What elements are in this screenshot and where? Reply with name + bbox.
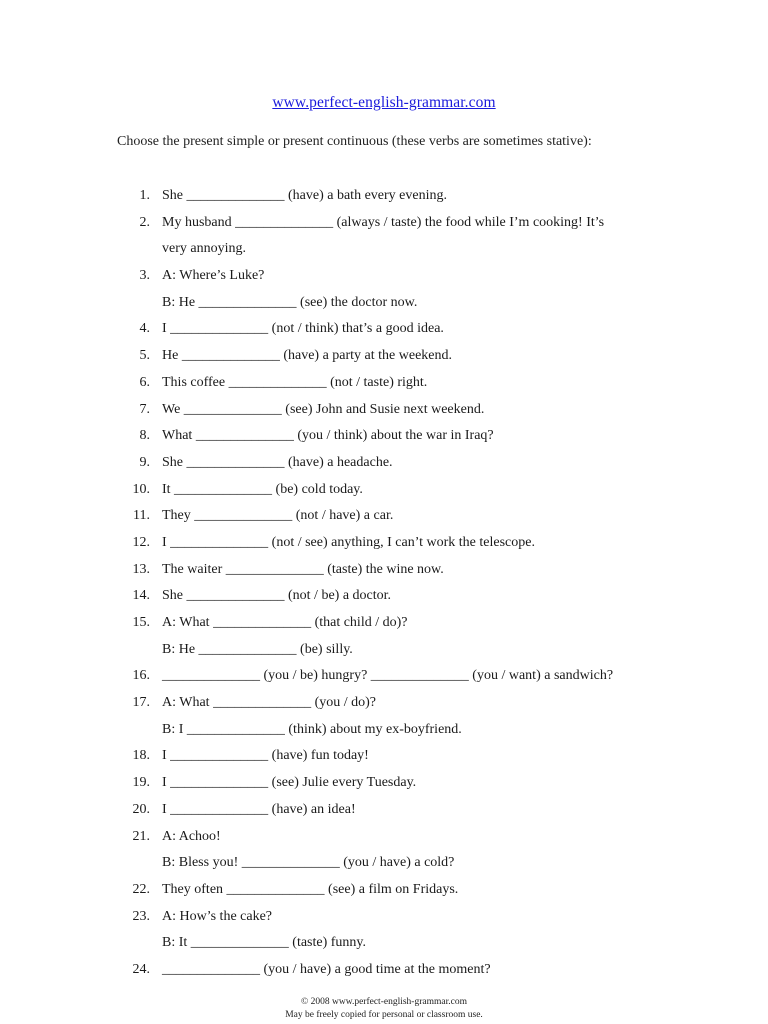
exercise-text: ______________ (you / be) hungry? ______________ (you / want) a sandwich? <box>162 668 614 684</box>
exercise-text: I ______________ (not / see) anything, I can’t work the telescope. <box>162 534 535 550</box>
exercise-line <box>0 267 768 294</box>
exercise-line <box>0 934 768 961</box>
exercise-line <box>0 801 768 828</box>
exercise-text: A: Achoo! <box>162 828 221 844</box>
exercise-number: 6. <box>139 374 150 390</box>
exercise-number: 21. <box>132 828 150 844</box>
exercise-line <box>0 534 768 561</box>
exercise-line <box>0 481 768 508</box>
exercise-line <box>0 774 768 801</box>
exercise-line <box>0 614 768 641</box>
exercise-line <box>0 587 768 614</box>
exercise-number: 5. <box>139 348 150 364</box>
exercise-line <box>0 641 768 668</box>
exercise-number: 3. <box>139 268 150 284</box>
exercise-text: A: How’s the cake? <box>162 908 273 924</box>
exercise-number: 24. <box>132 961 150 977</box>
exercise-number: 10. <box>132 481 150 497</box>
exercise-line <box>0 961 768 988</box>
exercise-number: 15. <box>132 615 150 630</box>
exercise-number: 19. <box>132 775 150 791</box>
exercise-text: B: It ______________ (taste) funny. <box>162 935 367 951</box>
exercise-line <box>0 187 768 214</box>
exercise-line <box>0 747 768 774</box>
exercise-line <box>0 401 768 428</box>
exercise-text: She ______________ (have) a headache. <box>162 454 393 470</box>
exercise-line <box>0 214 768 241</box>
exercise-number: 2. <box>139 214 150 230</box>
exercise-number: 16. <box>132 668 150 684</box>
exercise-line <box>0 507 768 534</box>
exercise-line <box>0 908 768 935</box>
footer-copyright: © 2008 www.perfect-english-grammar.com <box>301 997 467 1007</box>
exercise-number: 12. <box>132 534 150 550</box>
exercise-list <box>0 187 768 988</box>
exercise-text: She ______________ (not / be) a doctor. <box>162 588 392 604</box>
exercise-line <box>0 240 768 267</box>
exercise-line <box>0 294 768 321</box>
footer-license: May be freely copied for personal or classroom use. <box>285 1010 483 1020</box>
exercise-line <box>0 454 768 481</box>
exercise-line <box>0 347 768 374</box>
exercise-text: He ______________ (have) a party at the weekend. <box>162 348 453 364</box>
exercise-number: 7. <box>139 401 150 417</box>
exercise-number: 4. <box>139 321 150 337</box>
instructions: Choose the present simple or present continuous (these verbs are sometimes stative): <box>117 134 592 149</box>
exercise-number: 1. <box>139 188 150 203</box>
exercise-text: She ______________ (have) a bath every evening. <box>162 188 447 203</box>
exercise-line <box>0 427 768 454</box>
exercise-number: 20. <box>132 801 150 817</box>
exercise-number: 9. <box>139 454 150 470</box>
exercise-text: A: Where’s Luke? <box>162 268 265 284</box>
exercise-text: B: He ______________ (see) the doctor now. <box>162 294 418 310</box>
exercise-text: We ______________ (see) John and Susie next weekend. <box>162 401 485 417</box>
exercise-line <box>0 694 768 721</box>
footer <box>0 996 768 1022</box>
exercise-number: 22. <box>132 881 150 897</box>
exercise-number: 13. <box>132 561 150 577</box>
exercise-text: B: I ______________ (think) about my ex-boyfriend. <box>162 721 462 737</box>
exercise-text: My husband ______________ (always / taste) the food while I’m cooking! It’s <box>162 214 605 230</box>
exercise-line <box>0 561 768 588</box>
exercise-line <box>0 881 768 908</box>
exercise-text: What ______________ (you / think) about the war in Iraq? <box>162 428 494 444</box>
exercise-text: A: What ______________ (you / do)? <box>162 695 376 711</box>
exercise-number: 17. <box>132 695 150 711</box>
exercise-text: B: Bless you! ______________ (you / have) a cold? <box>162 855 455 871</box>
exercise-line <box>0 374 768 401</box>
exercise-text: ______________ (you / have) a good time at the moment? <box>162 961 491 977</box>
exercise-number: 8. <box>139 428 150 444</box>
exercise-text: I ______________ (see) Julie every Tuesday. <box>162 775 417 791</box>
exercise-line <box>0 320 768 347</box>
exercise-text: B: He ______________ (be) silly. <box>162 641 353 657</box>
exercise-text: I ______________ (have) an idea! <box>162 801 356 817</box>
exercise-text: A: What ______________ (that child / do)? <box>162 615 408 630</box>
exercise-text: The waiter ______________ (taste) the wine now. <box>162 561 444 577</box>
exercise-text: This coffee ______________ (not / taste) right. <box>162 374 428 390</box>
exercise-text: They often ______________ (see) a film on Fridays. <box>162 881 459 897</box>
exercise-text: They ______________ (not / have) a car. <box>162 508 394 524</box>
exercise-number: 14. <box>132 588 150 604</box>
exercise-text: I ______________ (not / think) that’s a good idea. <box>162 321 444 337</box>
exercise-text: I ______________ (have) fun today! <box>162 748 369 764</box>
exercise-line <box>0 667 768 694</box>
exercise-number: 18. <box>132 748 150 764</box>
exercise-number: 23. <box>132 908 150 924</box>
site-link[interactable]: www.perfect-english-grammar.com <box>272 94 496 111</box>
exercise-text: very annoying. <box>162 241 246 257</box>
exercise-text: It ______________ (be) cold today. <box>162 481 363 497</box>
exercise-number: 11. <box>133 508 150 524</box>
exercise-line <box>0 828 768 855</box>
exercise-line <box>0 721 768 748</box>
exercise-line <box>0 854 768 881</box>
